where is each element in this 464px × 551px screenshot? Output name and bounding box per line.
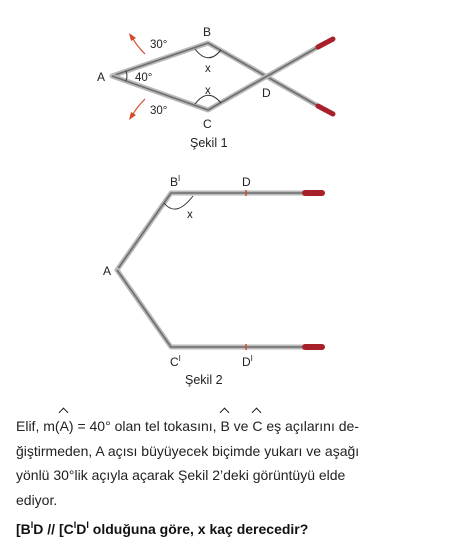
- wire-upper-core: [117, 193, 318, 270]
- figure-1: [97, 25, 333, 150]
- angle-arc-apex: [126, 71, 127, 81]
- angle-apex-label: 40°: [135, 72, 153, 84]
- problem-line-3: yönlü 30°lik açıyla açarak Şekil 2’deki görüntüyü elde: [16, 467, 346, 483]
- problem-line-4: ediyor.: [16, 491, 58, 508]
- label-a: A: [97, 70, 106, 84]
- figure-2: [103, 174, 322, 387]
- question: [$B^ID // [C^ID^I$ olduğuna göre, x kaç derecedir?: [16, 520, 309, 537]
- rotate-up-arrowhead: [129, 33, 136, 41]
- problem-statement: [16, 414, 452, 512]
- label-b-prime: $B^I$: [170, 174, 181, 189]
- x-label-top: x: [205, 63, 211, 75]
- label-b: B: [203, 25, 212, 39]
- x-label-bottom: x: [205, 85, 211, 97]
- angle-c-symbol: C: [252, 414, 262, 439]
- wire-upper: [117, 193, 318, 270]
- rotate-down-arrow: [132, 99, 145, 116]
- rotate-up-arrow: [132, 37, 145, 54]
- wire-lower: [117, 270, 318, 347]
- caption-figure-2: Şekil 2: [185, 373, 223, 387]
- label-d-2: D: [242, 175, 251, 189]
- rotate-down-arrowhead: [129, 112, 136, 120]
- label-c-prime: $C^I$: [170, 354, 181, 369]
- label-c: C: [203, 117, 212, 131]
- angle-top-label: 30°: [150, 39, 168, 51]
- label-d: D: [262, 86, 271, 100]
- label-a-2: A: [103, 264, 112, 278]
- wire-lower-core: [117, 270, 318, 347]
- angle-bottom-label: 30°: [150, 105, 168, 117]
- angle-b-symbol: B: [220, 414, 229, 439]
- x-label-2: x: [187, 209, 193, 221]
- label-d-prime: $D^I$: [242, 354, 253, 369]
- angle-a-symbol: A: [60, 414, 69, 439]
- problem-line-2: ğiştirmeden, A açısı büyüyecek biçimde yukarı ve aşağı: [16, 442, 360, 459]
- pin-tip-bottom: [318, 106, 333, 114]
- problem-line-1: Elif, m(A) = 40° olan tel tokasını, B ve C eş açılarını de-: [16, 414, 452, 439]
- pin-tip-top: [318, 39, 333, 47]
- caption-figure-1: Şekil 1: [190, 136, 228, 150]
